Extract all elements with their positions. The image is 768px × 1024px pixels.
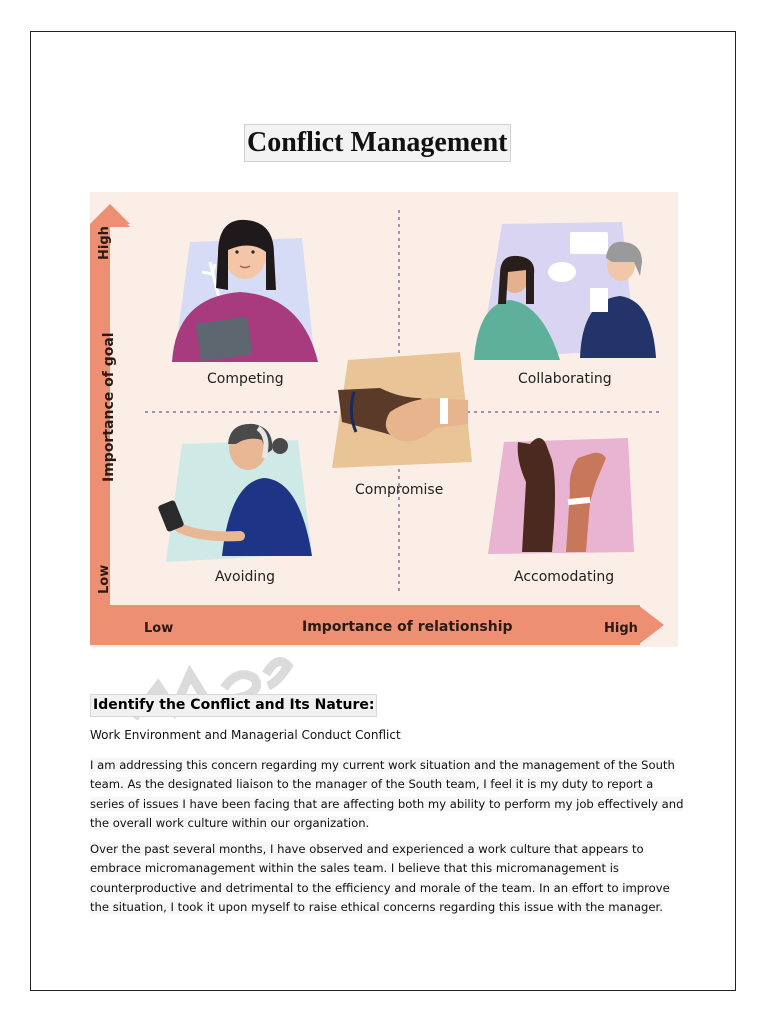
quadrant-avoiding-label: Avoiding	[215, 569, 276, 585]
quadrant-compromise-label: Compromise	[355, 482, 444, 498]
x-axis-low-label: Low	[144, 621, 174, 636]
x-axis-label: Importance of relationship	[302, 619, 513, 635]
quadrant-accomodating-label: Accomodating	[514, 569, 615, 585]
x-axis-high-label: High	[604, 621, 638, 636]
quadrant-competing-label: Competing	[207, 371, 284, 387]
y-axis-arrow-head	[90, 204, 130, 227]
y-axis-high-label: High	[97, 226, 112, 260]
y-axis-label: Importance of goal	[101, 332, 117, 482]
quadrant-collaborating-label: Collaborating	[518, 371, 612, 387]
compromise-illustration	[332, 352, 472, 468]
avoiding-illustration	[157, 424, 312, 562]
accomodating-illustration	[488, 438, 634, 554]
conflict-management-diagram	[90, 192, 678, 647]
competing-illustration	[172, 220, 318, 362]
section-subheading: Work Environment and Managerial Conduct Conflict	[90, 728, 401, 742]
y-axis-low-label: Low	[97, 564, 112, 594]
section-heading: Identify the Conflict and Its Nature:	[90, 694, 377, 717]
document-title: Conflict Management	[244, 124, 511, 162]
paragraph-1-text: I am addressing this concern regarding my current work situation and the management of the South team. As the designated liaison to the manager of the South team, I feel it is my duty to report a series of issues I have been facing that are affecting both my ability to perform my job effectively and the overall work culture within our organization.	[90, 758, 684, 830]
collaborating-illustration	[474, 222, 656, 360]
x-axis-arrow-head	[638, 605, 664, 645]
paragraph-1	[90, 756, 684, 833]
paragraph-2	[90, 840, 684, 917]
paragraph-2-text: Over the past several months, I have observed and experienced a work culture that appears to embrace micromanagement within the sales team. I believe that this micromanagement is counterproductive and detrimental to the efficiency and morale of the team. In an effort to improve the situation, I took it upon myself to raise ethical concerns regarding this issue with the manager.	[90, 842, 670, 914]
